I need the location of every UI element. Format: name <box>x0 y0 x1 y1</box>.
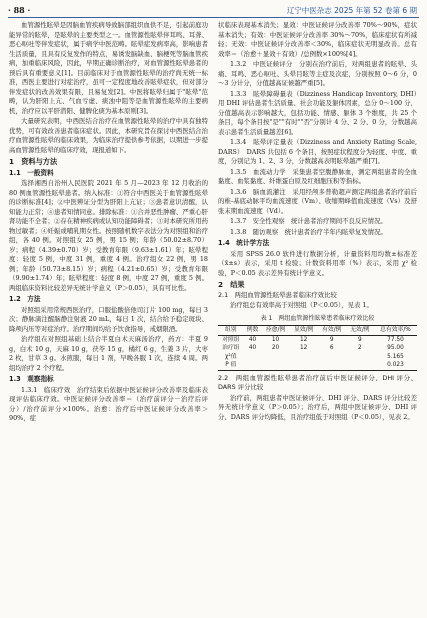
result-1-paragraph: 治疗组总有效率高于对照组（P＜0.05），见表 1。 <box>230 301 373 309</box>
page-number: · 88 · <box>8 5 31 15</box>
table-cell <box>318 361 346 370</box>
dars-paragraph: 1.3.4 眩晕评定量表（Dizziness and Anxiety Rating Scale, DARS） DARS 共包括 6 个条目，按照症状程度分为轻度、中度、重度，分别记为 1、2、3 分，分数越高表明眩晕越严重[7]。 <box>218 138 417 165</box>
table-cell <box>244 353 262 362</box>
methods-paragraph-1: 对照组采用常规西医治疗，口服盐酸倍他司汀片 100 mg，每日 3 次；静脉滴注醒脑静注射液 20 mL，每日 1 次，结合给予稳定斑块、降颅内压等对症治疗。治疗期间均给予饮食指导，戒烟限酒。 <box>9 305 208 333</box>
section-heading-materials: 1 资料与方法 <box>9 157 58 166</box>
table-cell: P 值 <box>225 362 237 368</box>
table-cell: χ²值 <box>225 353 237 360</box>
intro-paragraph-2: 大量研究表明，中西医结合治疗在血管源性眩晕的治疗中具有独特优势，可有效改善患者临床症状。因此，本研究旨在探讨中西医结合治疗血管源性眩晕的临床效果，为临床治疗提供参考依据，以期进一步提高血管源性眩晕的临床疗效，现报道如下。 <box>9 117 208 154</box>
table-cell: 5.165 <box>387 353 404 360</box>
right-column <box>218 21 424 423</box>
subsection-heading-methods: 1.2 方法 <box>9 295 41 303</box>
tcm-score-paragraph: 1.3.2 中医证候评分 分别在治疗前后，对两组患者的眩晕、头痛、耳鸣、恶心呕吐、头晕目眩等主症及次症，分别按照 0～6 分，0～3 分计分，分值越高证候越严重[5]。 <box>218 60 417 87</box>
table-cell <box>346 361 374 370</box>
table-cell <box>261 361 289 370</box>
th-effective: 有效/例 <box>322 327 342 333</box>
journal-title: 辽宁中医杂志 2025 年第 52 卷第 6 期 <box>286 6 417 15</box>
table-cell: 40 <box>248 345 257 351</box>
table-row <box>218 335 417 344</box>
table-row <box>218 344 417 353</box>
efficacy-criteria-paragraph: 状临床表现基本消失；显效：中医证候评分改善率 70%～90%，症状基本消失；有效：中医证候评分改善率 30%～70%，临床症状有所减轻；无效：中医证候评分改善率＜30%，临床症状无明显改善。总有效率＝（治愈＋显效＋有效）/总例数×100%[4]。 <box>218 21 417 58</box>
table-cell: 10 <box>271 336 280 343</box>
table-1-caption: 表 1 两组血管源性眩晕患者临床疗效比较 <box>260 314 375 322</box>
subsection-heading-observation: 1.3 观察指标 <box>9 375 54 383</box>
th-marked: 显效/例 <box>293 327 314 333</box>
th-cured: 痊愈/例 <box>265 327 286 333</box>
table-cell: 2 <box>358 345 362 351</box>
table-cell: 20 <box>271 345 280 351</box>
followup-paragraph: 1.3.8 随访观察 统计患者治疗半年内眩晕复发情况。 <box>230 227 387 236</box>
table-cell: 40 <box>248 336 257 343</box>
table-cell <box>318 353 346 362</box>
dhi-paragraph: 1.3.3 眩晕障碍量表（Dizziness Handicap Inventory, DHI） 用 DHI 评估患者生活质量、社会功能及躯体因素，总分 0～100 分，分值越高表示影响越大，包括功能、情感、躯体 3 个维度，共 25 个条目，每个条目按"是""有时""否"分别计 4 分、2 分、0 分，分数越高表示患者生活质量越差[6]。 <box>218 89 424 136</box>
table-1 <box>218 325 417 371</box>
table-cell: 6 <box>329 345 334 351</box>
table-row <box>218 361 417 370</box>
table-cell: 9 <box>358 336 362 343</box>
subsection-heading-statistics: 1.4 统计学方法 <box>218 239 270 247</box>
intro-paragraph-1: 血管源性眩晕是因脑血管疾病导致脑部组织血供不足，引起前庭功能异常的眩晕，是眩晕的主要类型之一。血管源性眩晕伴耳鸣、耳聋、恶心呕吐等伴发症状，属于病学中医范畴。眩晕症发病率高，影响患者生活质量，且具有反复发作的特点，易诱发脑缺血、脑梗死等脑血管疾病，加重临床风险，因此，早期正确诊断治疗，对血管源性眩晕患者的预后具有重要意义[1]。目前临床对于血管源性眩晕的治疗尚无统一标准，西医主要进行对症治疗，虽可一定程度地改善眩晕症状，但对部分伴发症状的改善效果有限，且易复发[2]。中医将眩晕归属于"眩晕"范畴，认为肝阳上亢、气血亏虚、痰浊中阻等是血管源性眩晕的主要病机，治疗应以平肝潜阳、健脾化痰为基本原则[3]。 <box>9 21 208 115</box>
hemodynamics-paragraph: 1.3.5 血流动力学 采集患者空腹静脉血，测定两组患者的全血黏度、血浆黏度、纤维蛋白原及红细胞压积等指标。 <box>218 167 417 185</box>
page-header <box>0 0 427 20</box>
subsection-heading-general: 1.1 一般资料 <box>9 168 54 177</box>
th-cases: 例数 <box>246 327 259 333</box>
table-cell <box>290 353 318 362</box>
general-paragraph: 选择湘西自治州人民医院 2021 年 5 月—2023 年 12 月收治的 80 例血管源性眩晕患者。纳入标准：①符合中西医关于血管源性眩晕的诊断标准[4]；②中医辨证分型为肝阳上亢证；③患者意识清醒，认知能力正常；④患者知情同意。排除标准：①合并恶性肿瘤、严重心肝肾功能不全者；②存在精神疾病或认知功能障碍者；③对本研究所用药物过敏者；④妊娠或哺乳期女性。按照随机数字表法分为对照组和治疗组，各 40 例。对照组女 25 例，男 15 例；年龄（50.02±8.70）岁；病程（4.39±0.70）岁；受教育年限（9.63±1.61）年；眩晕程度：轻度 5 例，中度 31 例，重度 4 例。治疗组女 22 例，男 18 例；年龄（50.73±8.15）岁；病程（4.21±0.65）岁；受教育年限（9.90±1.74）年；眩晕程度：轻度 8 例，中度 27 例，重度 5 例。两组临床资料比较差异无统计学意义（P＞0.05），具有可比性。 <box>9 179 208 292</box>
table-cell: 0.023 <box>387 362 404 368</box>
th-group: 组别 <box>224 327 237 333</box>
table-cell: 对照组 <box>222 336 240 343</box>
table-cell: 治疗组 <box>222 345 240 351</box>
table-header-row <box>218 326 417 336</box>
methods-paragraph-2: 治疗组在对照组基础上结合半夏白术天麻汤治疗，药方：半夏 9 g，白术 10 g，天麻 10 g，茯苓 15 g，橘红 6 g，生姜 3 片，大枣 2 枚，甘草 3 g。水煎服，每日 1 剂，早晚各服 1 次，连续 4 周。两组均治疗 2 个疗程。 <box>9 335 208 372</box>
observation-paragraph: 1.3.1 临床疗效 治疗结束后依据中医证候评分改善率及临床表现评估临床疗效。中医证候评分改善率＝（治疗前评分－治疗后评分）/治疗前评分×100%。治愈：治疗后中医证候评分改善率＞90%，症 <box>9 385 208 422</box>
subsection-heading-result-1: 2.1 两组血管源性眩晕患者临床疗效比较 <box>218 290 337 299</box>
perfusion-paragraph: 1.3.6 脑血流灌注 采用经颅多普勒超声测定两组患者治疗前后的椎-基底动脉平均血流速度（Vm）、收缩期峰值血流速度（Vs）及舒张末期血流速度（Vd）。 <box>218 187 417 215</box>
table-cell: 12 <box>299 336 308 343</box>
table-cell <box>261 353 289 362</box>
th-total-rate: 总有效率/% <box>380 327 411 333</box>
left-column <box>9 21 208 425</box>
table-cell <box>290 361 318 370</box>
safety-paragraph: 1.3.7 安全性观察 统计患者治疗期间不良反应情况。 <box>230 217 387 225</box>
th-ineffective: 无效/例 <box>350 327 370 333</box>
table-cell: 12 <box>299 345 308 351</box>
section-heading-results: 2 结果 <box>218 280 245 289</box>
subsection-heading-result-2: 2.2 两组血管源性眩晕患者治疗前后中医证候评分、DHI 评分、DARS 评分比较 <box>218 373 417 391</box>
table-cell <box>346 353 374 362</box>
table-cell <box>244 361 262 370</box>
table-cell: 77.50 <box>387 336 404 343</box>
result-2-paragraph: 治疗前，两组患者中医证候评分、DHI 评分、DARS 评分比较差异无统计学意义（P＞0.05）；治疗后，两组中医证候评分、DHI 评分、DARS 评分均降低，且治疗组低于对照组（P＜0.05），见表 2。 <box>218 393 417 421</box>
statistics-paragraph: 采用 SPSS 26.0 软件进行数据分析，计量资料用均数±标准差（x̄±s）表示，采用 t 检验；计数资料用率（%）表示，采用 χ² 检验，P＜0.05 表示差异有统计学意义。 <box>218 249 417 277</box>
table-cell: 95.00 <box>387 345 404 351</box>
table-cell: 9 <box>329 336 334 343</box>
header-rule <box>8 17 419 18</box>
table-row <box>218 353 417 362</box>
